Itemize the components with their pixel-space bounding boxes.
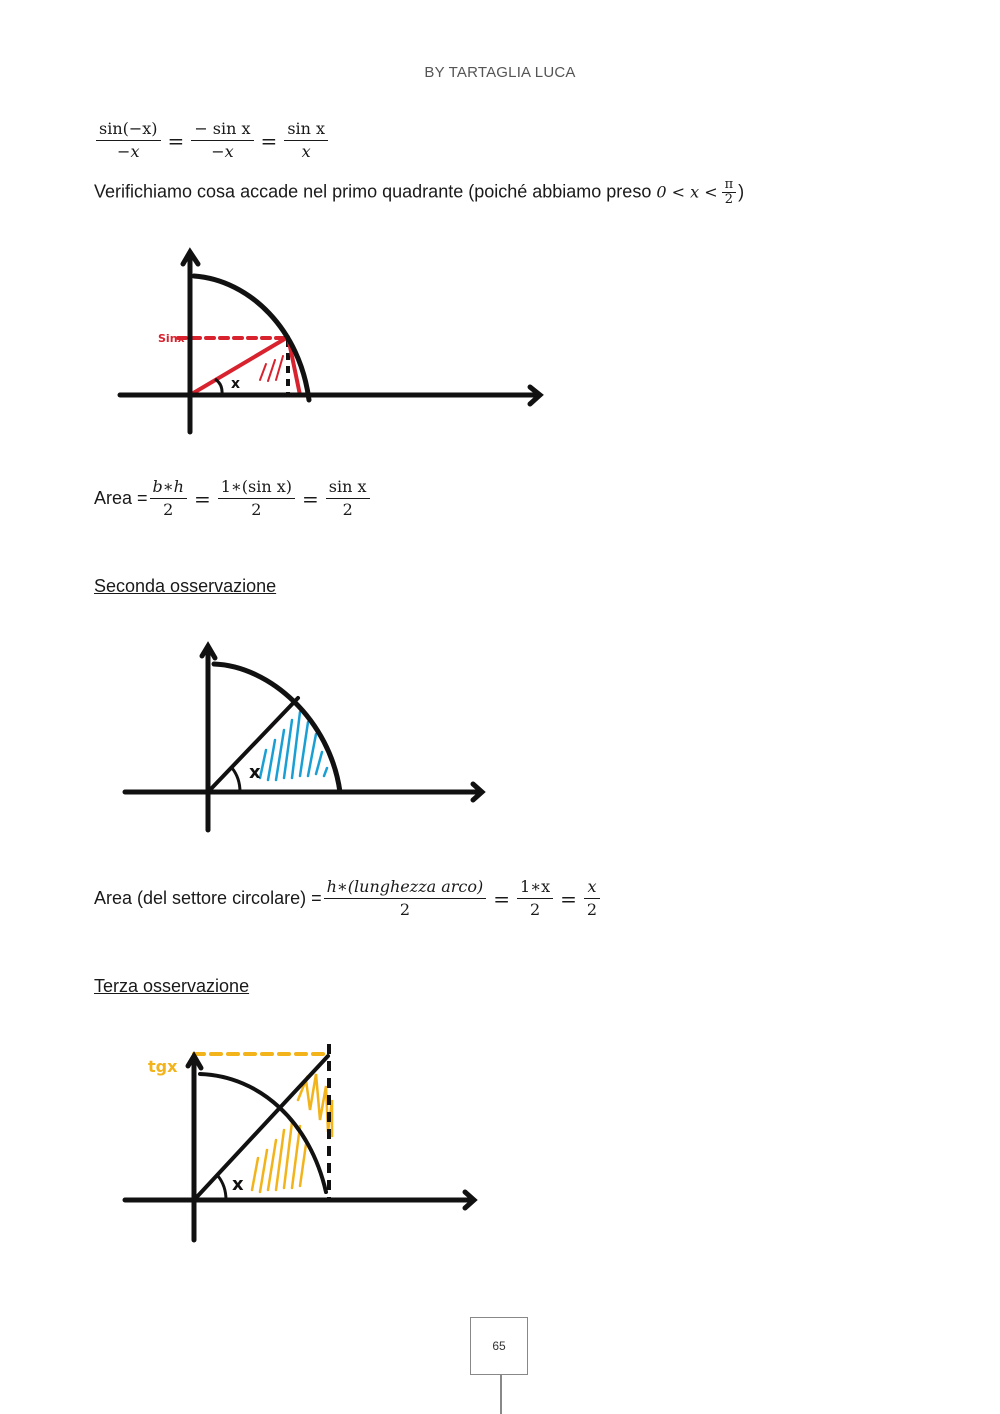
equals-sign: = — [493, 886, 511, 911]
fraction-numerator: sin(−x) — [96, 118, 161, 141]
angle-arc — [218, 1176, 226, 1200]
fraction-numerator: x — [584, 876, 600, 899]
fraction-denominator: 2 — [163, 500, 174, 519]
equals-sign: = — [560, 886, 577, 911]
equals-sign: = — [167, 128, 185, 153]
fraction-denominator: −x — [117, 142, 140, 161]
page-number-box — [470, 1317, 528, 1375]
fraction-numerator: 1∗(sin x) — [218, 476, 295, 499]
fraction-numerator: sin x — [284, 118, 328, 141]
fraction-denominator: −x — [211, 142, 234, 161]
figure-circular-sector — [120, 640, 500, 840]
equals-sign: = — [302, 486, 319, 511]
closing-paren: ) — [738, 181, 745, 202]
fraction-denominator: 2 — [586, 900, 598, 919]
first-quadrant-sentence — [94, 178, 744, 207]
equals-sign: = — [193, 486, 211, 511]
equals-sign: = — [260, 128, 278, 153]
area-triangle-formula — [94, 476, 372, 521]
fraction-denominator: 2 — [342, 500, 353, 519]
hatching — [260, 356, 283, 381]
page-number: 65 — [492, 1339, 506, 1353]
fraction-denominator: x — [301, 142, 311, 161]
angle-arc — [232, 768, 240, 792]
fraction-numerator: h∗(lunghezza arco) — [324, 876, 487, 899]
angle-label: x — [231, 376, 241, 392]
section-title-seconda: Seconda osservazione — [94, 576, 277, 596]
sine-triangle — [190, 337, 300, 395]
inequality: 0 < x < — [656, 182, 718, 202]
page-number-line — [500, 1375, 502, 1414]
fraction-numerator: 1∗x — [517, 876, 553, 899]
fraction-denominator: 2 — [399, 900, 411, 919]
pi-numerator: π — [722, 178, 737, 193]
sin-label: Sinx — [158, 332, 185, 345]
equation-sin-odd — [94, 118, 330, 163]
tangent-label: tgx — [148, 1057, 178, 1076]
sentence-text: Verifichiamo cosa accade nel primo quadrante (poiché abbiamo preso — [94, 181, 657, 202]
area-label: Area (del settore circolare) = — [94, 887, 322, 908]
fraction-numerator: − sin x — [191, 118, 253, 141]
area-label: Area = — [94, 487, 148, 508]
fraction-numerator: b∗h — [150, 476, 187, 499]
area-sector-formula — [94, 876, 602, 921]
pi-denominator: 2 — [724, 192, 734, 207]
fraction-denominator: 2 — [529, 900, 541, 919]
figure-tangent-triangle — [120, 1040, 490, 1250]
hatching — [260, 712, 327, 780]
angle-label: x — [232, 1174, 244, 1195]
section-title-terza: Terza osservazione — [94, 976, 250, 996]
page-header: BY TARTAGLIA LUCA — [424, 64, 576, 81]
fraction-numerator: sin x — [326, 476, 370, 499]
figure-sine-triangle — [110, 240, 550, 440]
angle-label: x — [249, 762, 261, 783]
fraction-denominator: 2 — [251, 500, 262, 519]
